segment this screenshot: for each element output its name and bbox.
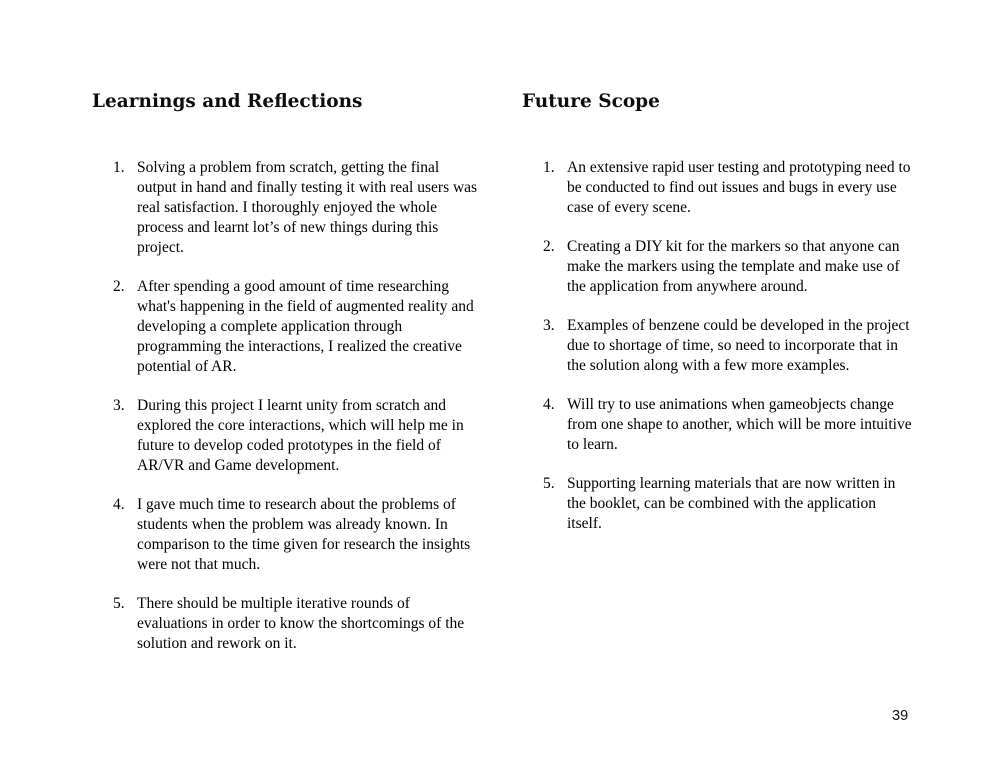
list-item	[92, 495, 482, 575]
list-item-text: Examples of benzene could be developed in the project due to shortage of time, so need to incorporate that in the solution along with a few more examples.	[567, 317, 910, 374]
list-item-text: Solving a problem from scratch, getting the final output in hand and finally testing it with real users was real satisfaction. I thoroughly enjoyed the whole process and learnt lot’s of new things during this project.	[137, 159, 478, 256]
list-item-text: An extensive rapid user testing and prototyping need to be conducted to find out issues and bugs in every use case of every scene.	[567, 159, 911, 216]
list-item	[92, 158, 482, 258]
list-item-text: Creating a DIY kit for the markers so that anyone can make the markers using the template and make use of the application from anywhere around.	[567, 238, 900, 295]
list-item-number: 3.	[543, 317, 555, 334]
list-item-text: During this project I learnt unity from scratch and explored the core interactions, which will help me in future to develop coded prototypes in the field of AR/VR and Game development.	[137, 397, 464, 474]
list-item-number: 2.	[543, 238, 555, 255]
list-item	[92, 396, 482, 476]
list-item	[92, 594, 482, 654]
list-item	[522, 395, 912, 455]
future-scope-list	[522, 158, 914, 534]
list-item	[92, 277, 482, 377]
list-item	[522, 158, 912, 218]
list-item-number: 1.	[113, 159, 125, 176]
list-item	[522, 474, 912, 534]
list-item-number: 5.	[113, 595, 125, 612]
page-number: 39	[892, 708, 909, 724]
list-item-text: After spending a good amount of time researching what's happening in the field of augmented reality and developing a complete application through programming the interactions, I realized the creative potential of AR.	[137, 278, 474, 375]
section-title-future-scope: Future Scope	[522, 91, 660, 112]
list-item-text: Will try to use animations when gameobjects change from one shape to another, which will be more intuitive to learn.	[567, 396, 912, 453]
section-future-scope	[522, 90, 914, 553]
section-learnings-and-reflections	[92, 90, 484, 673]
list-item-number: 3.	[113, 397, 125, 414]
list-item-text: There should be multiple iterative rounds of evaluations in order to know the shortcomings of the solution and rework on it.	[137, 595, 465, 652]
list-item-number: 1.	[543, 159, 555, 176]
section-title-learnings: Learnings and Reflections	[92, 91, 363, 112]
list-item	[522, 316, 912, 376]
learnings-list	[92, 158, 484, 654]
list-item	[522, 237, 912, 297]
list-item-number: 4.	[113, 496, 125, 513]
list-item-text: I gave much time to research about the problems of students when the problem was already known. In comparison to the time given for research the insights were not that much.	[137, 496, 471, 573]
list-item-number: 5.	[543, 475, 555, 492]
list-item-text: Supporting learning materials that are now written in the booklet, can be combined with the application itself.	[567, 475, 896, 532]
list-item-number: 2.	[113, 278, 125, 295]
list-item-number: 4.	[543, 396, 555, 413]
